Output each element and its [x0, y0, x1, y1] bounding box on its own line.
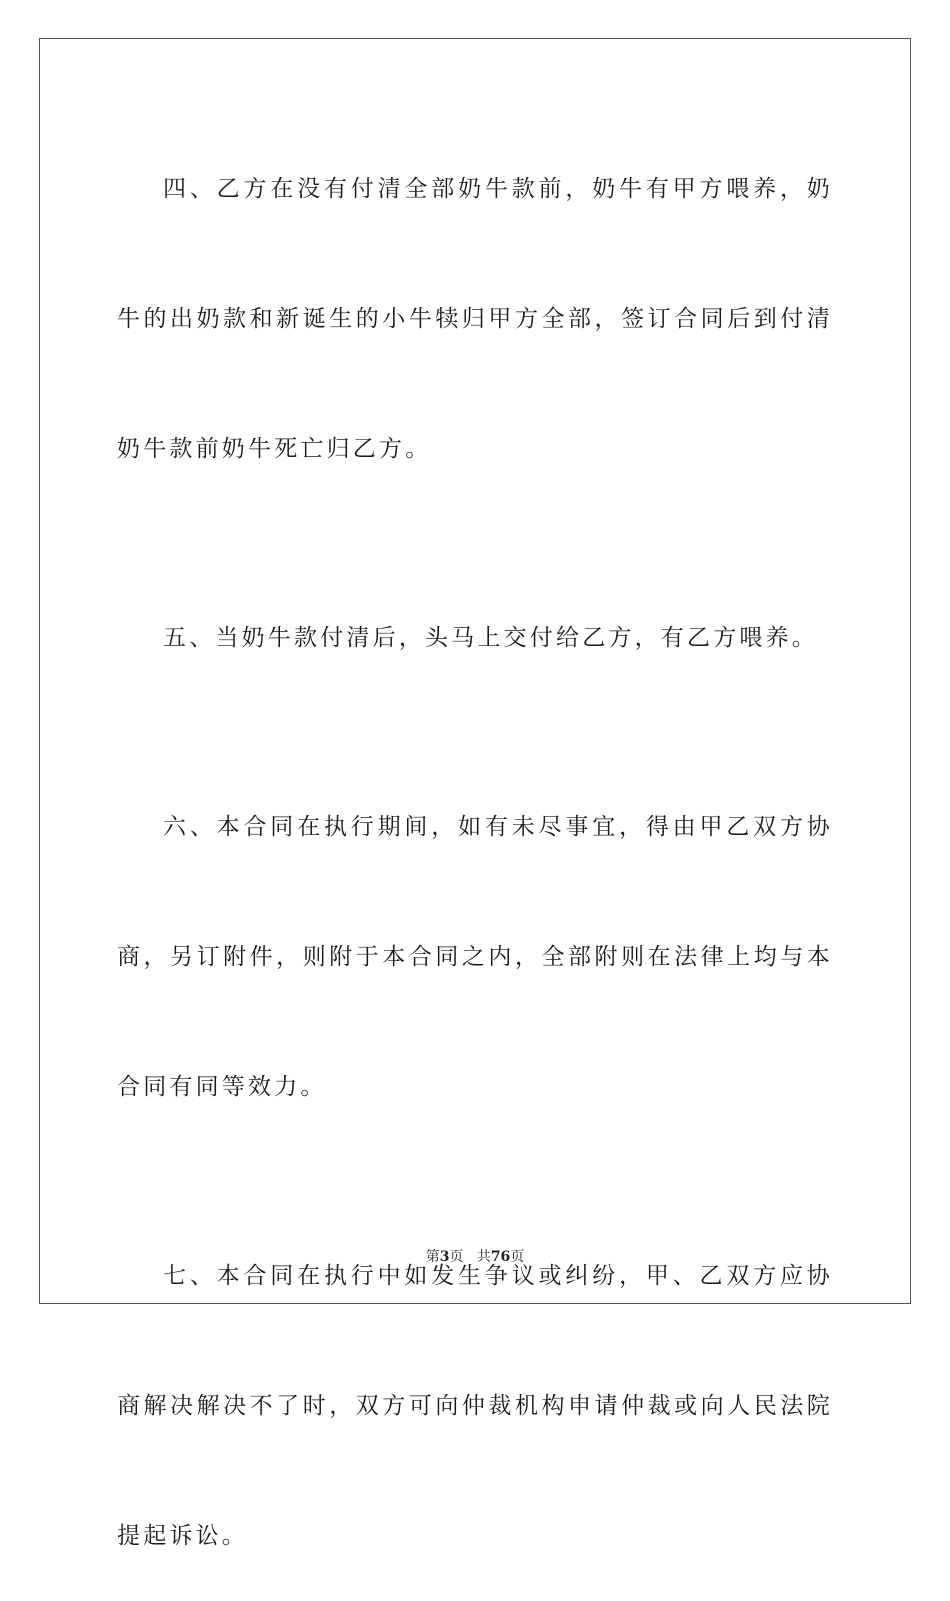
total-pages: 76 — [490, 1249, 511, 1265]
clause-seven: 七、本合同在执行中如发生争议或纠纷，甲、乙双方应协商解决解决不了时，双方可向仲裁机构申请仲裁或向人民法院提起诉讼。 — [117, 1263, 833, 1549]
page-footer — [0, 1246, 950, 1266]
page-suffix: 页 — [449, 1249, 464, 1265]
total-suffix: 页 — [510, 1249, 525, 1265]
page-number: 3 — [439, 1249, 450, 1265]
clause-four: 四、乙方在没有付清全部奶牛款前，奶牛有甲方喂养，奶牛的出奶款和新诞生的小牛犊归甲方全部，签订合同后到付清奶牛款前奶牛死亡归乙方。 — [117, 176, 833, 462]
document-body — [117, 124, 833, 1601]
total-prefix: 共 — [476, 1249, 491, 1265]
clause-five: 五、当奶牛款付清后，头马上交付给乙方，有乙方喂养。 — [163, 625, 818, 651]
clause-six: 六、本合同在执行期间，如有未尽事宜，得由甲乙双方协商，另订附件，则附于本合同之内，全部附则在法律上均与本合同有同等效力。 — [117, 814, 833, 1100]
page-prefix: 第 — [425, 1249, 440, 1265]
